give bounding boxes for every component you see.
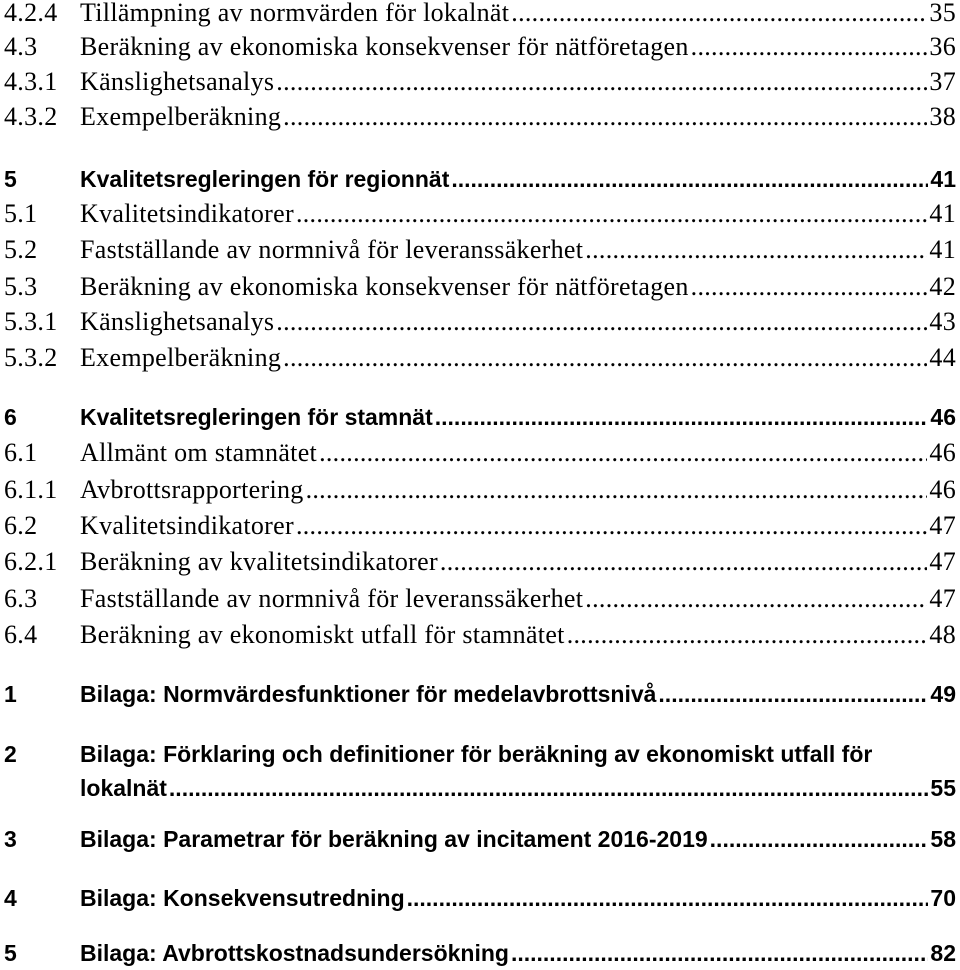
toc-entry-5-3[interactable] [0, 270, 960, 304]
toc-entry-4-2-4[interactable] [0, 0, 960, 30]
dot-leader [435, 400, 929, 434]
toc-entry-5-3-1[interactable] [0, 305, 960, 339]
toc-page-number: 47 [929, 511, 956, 540]
toc-page-number: 43 [929, 307, 956, 336]
toc-title: Beräkning av ekonomiskt utfall för stamnätet [80, 620, 565, 649]
dot-leader [319, 436, 927, 470]
toc-page-number: 82 [930, 940, 956, 966]
toc-chapter-6[interactable] [0, 400, 960, 434]
toc-appendix-2[interactable] [0, 737, 960, 805]
toc-entry-4-3-2[interactable] [0, 100, 960, 134]
toc-page-number: 58 [930, 826, 956, 852]
toc-title: Bilaga: Konsekvensutredning [80, 885, 405, 911]
toc-entry-4-3-1[interactable] [0, 65, 960, 99]
toc-entry-5-2[interactable] [0, 233, 960, 267]
dot-leader [283, 100, 927, 134]
toc-entry-4-3[interactable] [0, 30, 960, 64]
toc-page-number: 38 [929, 102, 956, 131]
toc-appendix-4[interactable] [0, 881, 960, 915]
toc-chapter-5[interactable] [0, 162, 960, 196]
toc-title: Beräkning av ekonomiska konsekvenser för nätföretagen [80, 272, 689, 301]
toc-page-number: 37 [929, 67, 956, 96]
toc-title: Allmänt om stamnätet [80, 438, 318, 467]
toc-title: Beräkning av kvalitetsindikatorer [80, 547, 438, 576]
toc-number: 5.1 [4, 199, 38, 228]
dot-leader [691, 30, 928, 64]
toc-number: 6.3 [4, 584, 38, 613]
toc-page-number: 42 [929, 272, 956, 301]
toc-page-number: 41 [930, 166, 956, 192]
toc-number: 4.3 [4, 32, 38, 61]
toc-title: Känslighetsanalys [80, 307, 275, 336]
toc-entry-6-1[interactable] [0, 436, 960, 470]
toc-page-number: 35 [929, 0, 956, 27]
toc-title: Avbrottsrapportering [80, 475, 304, 504]
toc-number: 5.3.2 [4, 343, 58, 372]
toc-title: Bilaga: Normvärdesfunktioner för medelavbrottsnivå [80, 681, 657, 707]
toc-page-number: 41 [929, 199, 956, 228]
dot-leader [585, 233, 927, 267]
toc-page-number: 48 [929, 620, 956, 649]
toc-page-number: 46 [929, 475, 956, 504]
dot-leader [276, 305, 927, 339]
dot-leader [296, 509, 927, 543]
dot-leader [407, 881, 929, 915]
toc-entry-6-2[interactable] [0, 509, 960, 543]
toc-title: lokalnät [80, 775, 167, 801]
toc-entry-5-3-2[interactable] [0, 341, 960, 375]
toc-entry-6-1-1[interactable] [0, 473, 960, 507]
dot-leader [440, 545, 927, 579]
toc-number: 4 [4, 885, 17, 911]
dot-leader [567, 618, 928, 652]
dot-leader [451, 162, 928, 196]
toc-page-number: 47 [929, 547, 956, 576]
toc-page-number: 46 [929, 438, 956, 467]
toc-entry-6-4[interactable] [0, 618, 960, 652]
toc-title: Beräkning av ekonomiska konsekvenser för nätföretagen [80, 32, 689, 61]
toc-number: 5 [4, 940, 17, 966]
toc-title: Kvalitetsregleringen för regionnät [80, 166, 450, 192]
toc-entry-6-3[interactable] [0, 582, 960, 616]
toc-title: Exempelberäkning [80, 343, 282, 372]
toc-page-number: 41 [929, 235, 956, 264]
toc-title: Kvalitetsindikatorer [80, 511, 294, 540]
toc-title: Tillämpning av normvärden för lokalnät [80, 0, 510, 27]
toc-number: 4.2.4 [4, 0, 58, 27]
dot-leader [585, 582, 927, 616]
toc-entry-5-1[interactable] [0, 197, 960, 231]
toc-number: 6.2.1 [4, 547, 58, 576]
dot-leader [511, 0, 927, 30]
toc-title: Kvalitetsregleringen för stamnät [80, 404, 433, 430]
dot-leader [283, 341, 927, 375]
toc-number: 2 [4, 741, 17, 767]
toc-appendix-1[interactable] [0, 677, 960, 711]
toc-title: Kvalitetsindikatorer [80, 199, 294, 228]
toc-title: Fastställande av normnivå för leveranssäkerhet [80, 235, 584, 264]
toc-number: 5.3 [4, 272, 38, 301]
toc-page-number: 47 [929, 584, 956, 613]
toc-number: 6.4 [4, 620, 38, 649]
toc-page-number: 36 [929, 32, 956, 61]
dot-leader [691, 270, 928, 304]
toc-page-number: 49 [930, 681, 956, 707]
toc-number: 5.2 [4, 235, 38, 264]
toc-number: 5.3.1 [4, 307, 58, 336]
toc-page-number: 46 [930, 404, 956, 430]
toc-number: 6.1 [4, 438, 38, 467]
dot-leader [710, 822, 929, 856]
toc-title: Fastställande av normnivå för leveranssäkerhet [80, 584, 584, 613]
toc-title: Känslighetsanalys [80, 67, 275, 96]
toc-page-number: 44 [929, 343, 956, 372]
dot-leader [511, 936, 928, 970]
toc-number: 1 [4, 681, 17, 707]
toc-entry-6-2-1[interactable] [0, 545, 960, 579]
toc-title: Bilaga: Avbrottskostnadsundersökning [80, 940, 509, 966]
dot-leader [276, 65, 927, 99]
toc-number: 5 [4, 166, 17, 192]
toc-number: 4.3.1 [4, 67, 58, 96]
toc-number: 6 [4, 404, 17, 430]
toc-title: Bilaga: Parametrar för beräkning av incitament 2016-2019 [80, 826, 708, 852]
toc-number: 6.2 [4, 511, 38, 540]
dot-leader [658, 677, 928, 711]
toc-number: 4.3.2 [4, 102, 58, 131]
toc-appendix-5[interactable] [0, 936, 960, 970]
toc-title-line1: Bilaga: Förklaring och definitioner för beräkning av ekonomiskt utfall för [80, 741, 873, 767]
dot-leader [296, 197, 927, 231]
toc-number: 6.1.1 [4, 475, 58, 504]
toc-title: Exempelberäkning [80, 102, 282, 131]
toc-page-number: 55 [930, 775, 956, 801]
toc-appendix-3[interactable] [0, 822, 960, 856]
dot-leader [306, 473, 928, 507]
toc-page-number: 70 [930, 885, 956, 911]
dot-leader [169, 771, 928, 805]
toc-number: 3 [4, 826, 17, 852]
